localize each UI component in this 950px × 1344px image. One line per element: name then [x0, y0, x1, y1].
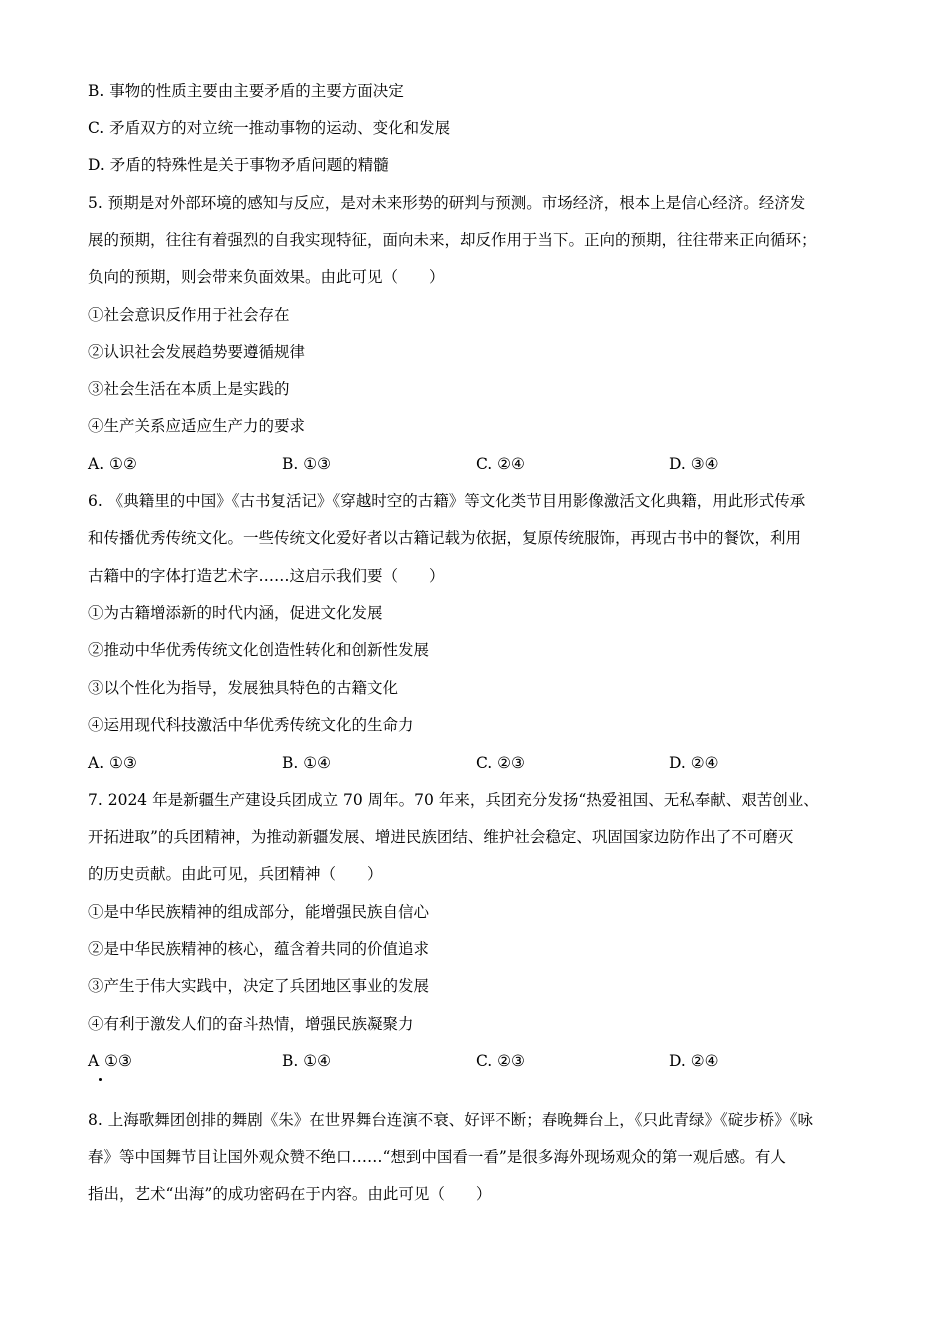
q5-stem-line-2: 展的预期，往往有着强烈的自我实现特征，面向未来，却反作用于当下。正向的预期，往往带来正向循环；: [88, 231, 817, 249]
q6-item-1: ①为古籍增添新的时代内涵，促进文化发展: [88, 604, 383, 622]
q7-choice-d[interactable]: D. ②④: [669, 1052, 719, 1070]
q5-choice-b[interactable]: B. ①③: [282, 455, 332, 473]
q6-choice-d[interactable]: D. ②④: [669, 754, 719, 772]
q5-item-3: ③社会生活在本质上是实践的: [88, 380, 290, 398]
q7-choice-c[interactable]: C. ②③: [476, 1052, 525, 1070]
q5-item-2: ②认识社会发展趋势要遵循规律: [88, 343, 306, 361]
q6-choice-b[interactable]: B. ①④: [282, 754, 332, 772]
q7-item-4: ④有利于激发人们的奋斗热情，增强民族凝聚力: [88, 1015, 414, 1033]
q8-stem-line-2: 春》等中国舞节目让国外观众赞不绝口……“想到中国看一看”是很多海外现场观众的第一观后感。有人: [88, 1148, 786, 1166]
q5-choice-c[interactable]: C. ②④: [476, 455, 525, 473]
q8-stem-line-1: 8. 上海歌舞团创排的舞剧《朱》在世界舞台连演不衰、好评不断；春晚舞台上，《只此青绿》《碇步桥》《咏: [88, 1111, 813, 1129]
q7-item-3: ③产生于伟大实践中，决定了兵团地区事业的发展: [88, 977, 430, 995]
q6-choice-c[interactable]: C. ②③: [476, 754, 525, 772]
q7-stem-line-1: 7. 2024 年是新疆生产建设兵团成立 70 周年。70 年来，兵团充分发扬“热爱祖国、无私奉献、艰苦创业、: [88, 791, 819, 809]
prev-option-d: D. 矛盾的特殊性是关于事物矛盾问题的精髓: [88, 156, 389, 174]
q5-choice-a[interactable]: A. ①②: [88, 455, 137, 473]
q5-item-1: ①社会意识反作用于社会存在: [88, 306, 290, 324]
q6-item-3: ③以个性化为指导，发展独具特色的古籍文化: [88, 679, 399, 697]
stray-dot-mark: [99, 1078, 102, 1081]
q5-choices: [0, 454, 950, 474]
q8-stem-line-3: 指出，艺术“出海”的成功密码在于内容。由此可见（ ）: [88, 1185, 492, 1203]
q7-choices: [0, 1051, 950, 1071]
prev-option-b: B. 事物的性质主要由主要矛盾的主要方面决定: [88, 82, 404, 100]
q6-choices: [0, 753, 950, 773]
q7-item-2: ②是中华民族精神的核心，蕴含着共同的价值追求: [88, 940, 430, 958]
q6-choice-a[interactable]: A. ①③: [88, 754, 137, 772]
q7-choice-b[interactable]: B. ①④: [282, 1052, 332, 1070]
q5-choice-d[interactable]: D. ③④: [669, 455, 719, 473]
prev-option-c: C. 矛盾双方的对立统一推动事物的运动、变化和发展: [88, 119, 451, 137]
q7-stem-line-2: 开拓进取”的兵团精神，为推动新疆发展、增进民族团结、维护社会稳定、巩固国家边防作出了不可磨灭: [88, 828, 794, 846]
q7-item-1: ①是中华民族精神的组成部分，能增强民族自信心: [88, 903, 430, 921]
q7-choice-a[interactable]: A ①③: [88, 1052, 132, 1070]
q5-item-4: ④生产关系应适应生产力的要求: [88, 417, 306, 435]
q6-stem-line-2: 和传播优秀传统文化。一些传统文化爱好者以古籍记载为依据，复原传统服饰，再现古书中的餐饮，利用: [88, 529, 802, 547]
q5-stem-line-3: 负向的预期，则会带来负面效果。由此可见（ ）: [88, 268, 445, 286]
q6-item-2: ②推动中华优秀传统文化创造性转化和创新性发展: [88, 641, 430, 659]
q6-stem-line-3: 古籍中的字体打造艺术字……这启示我们要（ ）: [88, 567, 445, 585]
q5-stem-line-1: 5. 预期是对外部环境的感知与反应，是对未来形势的研判与预测。市场经济，根本上是信心经济。经济发: [88, 194, 806, 212]
q7-stem-line-3: 的历史贡献。由此可见，兵团精神（ ）: [88, 865, 383, 883]
q6-item-4: ④运用现代科技激活中华优秀传统文化的生命力: [88, 716, 414, 734]
q6-stem-line-1: 6. 《典籍里的中国》《古书复活记》《穿越时空的古籍》等文化类节目用影像激活文化典籍，用此形式传承: [88, 492, 806, 510]
